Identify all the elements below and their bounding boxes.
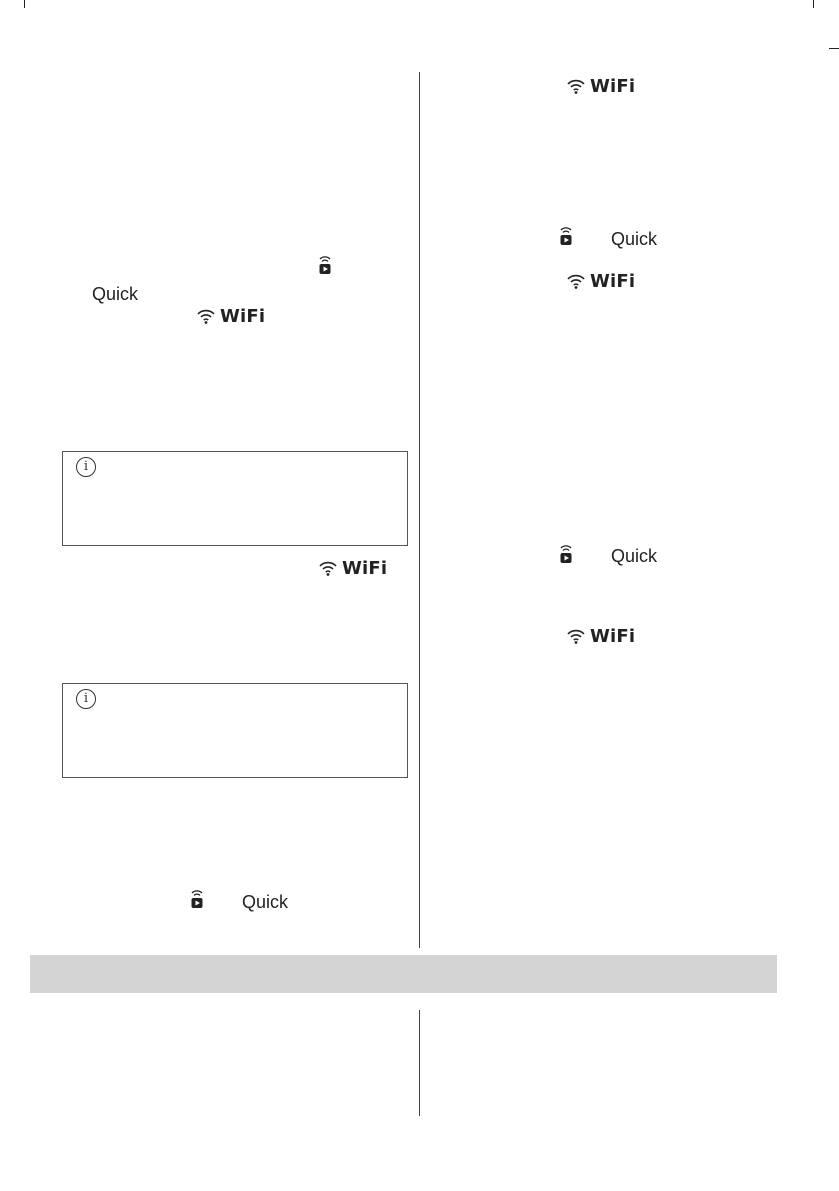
wifi-label: WiFi — [590, 75, 636, 97]
wifi-indicator — [566, 75, 635, 97]
wifi-indicator — [196, 305, 265, 327]
quick-label: Quick — [242, 892, 289, 912]
wifi-icon — [318, 560, 338, 576]
wifi-indicator — [566, 625, 635, 647]
info-icon: i — [76, 457, 96, 477]
quick-label: Quick — [611, 546, 658, 566]
wifi-indicator — [318, 557, 387, 579]
crop-mark-top-left — [24, 0, 25, 8]
crop-mark-top-right — [813, 0, 814, 8]
wifi-label: WiFi — [590, 270, 636, 292]
quick-control-icon — [559, 224, 573, 246]
wifi-icon — [196, 308, 216, 324]
info-icon: i — [76, 689, 96, 709]
section-header-bar — [30, 955, 777, 993]
wifi-icon — [566, 628, 586, 644]
wifi-label: WiFi — [590, 625, 636, 647]
quick-label: Quick — [92, 284, 139, 304]
wifi-indicator — [566, 270, 635, 292]
column-divider-top — [419, 72, 420, 948]
quick-control-icon — [190, 887, 204, 909]
note-box — [62, 451, 408, 546]
note-box — [62, 683, 408, 778]
quick-label: Quick — [611, 229, 658, 249]
wifi-label: WiFi — [220, 305, 266, 327]
wifi-icon — [566, 273, 586, 289]
column-divider-bottom — [419, 1010, 420, 1116]
quick-control-icon — [318, 253, 332, 275]
wifi-icon — [566, 78, 586, 94]
wifi-label: WiFi — [342, 557, 388, 579]
quick-control-icon — [559, 542, 573, 564]
crop-mark-right-top — [829, 48, 839, 49]
